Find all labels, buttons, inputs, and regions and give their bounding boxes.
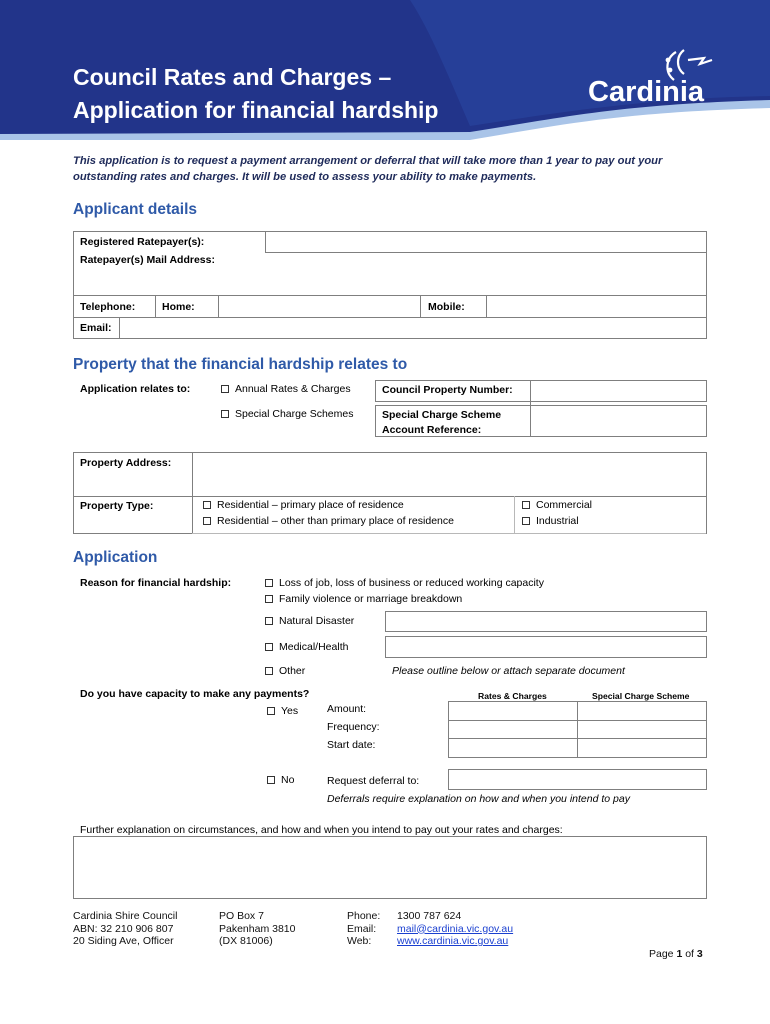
- capacity-question: Do you have capacity to make any payments?: [80, 688, 310, 700]
- commercial-checkbox[interactable]: Commercial: [522, 499, 592, 511]
- special-charge-checkbox[interactable]: Special Charge Schemes: [221, 408, 353, 420]
- outline-note: Please outline below or attach separate document: [392, 665, 625, 677]
- checkbox-icon: [267, 707, 275, 715]
- council-number-input[interactable]: [531, 381, 706, 401]
- mobile-label: Mobile:: [428, 301, 465, 313]
- footer-email-link[interactable]: mail@cardinia.vic.gov.au: [397, 922, 514, 935]
- col-rates-header: Rates & Charges: [478, 691, 547, 701]
- yes-checkbox[interactable]: Yes: [267, 705, 298, 717]
- footer-postal: PO Box 7 Pakenham 3810 (DX 81006): [219, 910, 296, 947]
- natural-disaster-input[interactable]: [385, 611, 707, 632]
- footer-contact-labels: Phone: Email: Web:: [347, 910, 381, 947]
- address-label: Property Address:: [80, 457, 172, 469]
- checkbox-icon: [522, 517, 530, 525]
- intro-text: This application is to request a payment arrangement or deferral that will take more than 1 year to pay out your outstanding rates and charges. It will be used to assess your ability to make payments.: [73, 155, 663, 183]
- checkbox-icon: [203, 517, 211, 525]
- special-ref-input[interactable]: [531, 406, 706, 436]
- email-input[interactable]: [119, 317, 707, 339]
- special-ref-label-1: Special Charge Scheme: [382, 409, 502, 421]
- checkbox-icon: [265, 617, 273, 625]
- other-checkbox[interactable]: Other: [265, 665, 305, 677]
- amount-special-input[interactable]: [578, 702, 706, 719]
- relates-label: Application relates to:: [80, 383, 191, 395]
- medical-checkbox[interactable]: Medical/Health: [265, 641, 348, 653]
- property-address-input[interactable]: [193, 453, 706, 496]
- start-rates-input[interactable]: [449, 739, 576, 757]
- checkbox-icon: [221, 385, 229, 393]
- loss-of-job-checkbox[interactable]: Loss of job, loss of business or reduced working capacity: [265, 577, 544, 589]
- special-ref-label-2: Account Reference:: [382, 424, 482, 436]
- residential-primary-checkbox[interactable]: Residential – primary place of residence: [203, 499, 404, 511]
- further-explanation-input[interactable]: [73, 836, 707, 899]
- council-number-label: Council Property Number:: [382, 384, 513, 396]
- checkbox-icon: [267, 776, 275, 784]
- amount-rates-input[interactable]: [449, 702, 576, 719]
- checkbox-icon: [203, 501, 211, 509]
- footer-web-link[interactable]: www.cardinia.vic.gov.au: [397, 935, 509, 947]
- telephone-label: Telephone:: [80, 301, 136, 313]
- mobile-input[interactable]: [486, 295, 707, 317]
- application-heading: Application: [73, 549, 158, 566]
- start-special-input[interactable]: [578, 739, 706, 757]
- home-label: Home:: [162, 301, 195, 313]
- footer-phone: 1300 787 624: [397, 910, 462, 922]
- property-type-label: Property Type:: [80, 500, 154, 512]
- deferral-input[interactable]: [448, 769, 707, 790]
- deferral-label: Request deferral to:: [327, 775, 420, 787]
- further-label: Further explanation on circumstances, and how and when you intend to pay out your rates and charges:: [80, 824, 563, 836]
- col-special-header: Special Charge Scheme: [592, 691, 690, 701]
- start-date-label: Start date:: [327, 739, 376, 751]
- checkbox-icon: [265, 579, 273, 587]
- home-phone-input[interactable]: [218, 295, 420, 317]
- page-title: Council Rates and Charges – Application for financial hardship: [73, 64, 439, 123]
- natural-disaster-checkbox[interactable]: Natural Disaster: [265, 615, 354, 627]
- checkbox-icon: [265, 643, 273, 651]
- reason-label: Reason for financial hardship:: [80, 577, 232, 589]
- checkbox-icon: [265, 595, 273, 603]
- medical-input[interactable]: [385, 636, 707, 658]
- email-label: Email:: [80, 322, 112, 334]
- logo-text: Cardinia: [588, 76, 705, 108]
- family-violence-checkbox[interactable]: Family violence or marriage breakdown: [265, 593, 462, 605]
- checkbox-icon: [265, 667, 273, 675]
- frequency-special-input[interactable]: [578, 721, 706, 737]
- deferral-note: Deferrals require explanation on how and when you intend to pay: [327, 793, 630, 805]
- residential-other-checkbox[interactable]: Residential – other than primary place of residence: [203, 515, 454, 527]
- footer-address: Cardinia Shire Council ABN: 32 210 906 807 20 Siding Ave, Officer: [73, 910, 178, 947]
- property-heading: Property that the financial hardship relates to: [73, 356, 408, 373]
- frequency-rates-input[interactable]: [449, 721, 576, 737]
- page-number: Page 1 of 3: [649, 948, 703, 960]
- registered-label: Registered Ratepayer(s):: [80, 236, 205, 248]
- mail-address-input[interactable]: [265, 252, 707, 295]
- mail-label: Ratepayer(s) Mail Address:: [80, 254, 215, 266]
- applicant-heading: Applicant details: [73, 201, 198, 218]
- amount-label: Amount:: [327, 703, 367, 715]
- no-checkbox[interactable]: No: [267, 774, 294, 786]
- footer-contact-values: [397, 910, 513, 948]
- industrial-checkbox[interactable]: Industrial: [522, 515, 579, 527]
- frequency-label: Frequency:: [327, 721, 380, 733]
- checkbox-icon: [221, 410, 229, 418]
- checkbox-icon: [522, 501, 530, 509]
- annual-rates-checkbox[interactable]: Annual Rates & Charges: [221, 383, 351, 395]
- registered-ratepayer-input[interactable]: [265, 231, 707, 252]
